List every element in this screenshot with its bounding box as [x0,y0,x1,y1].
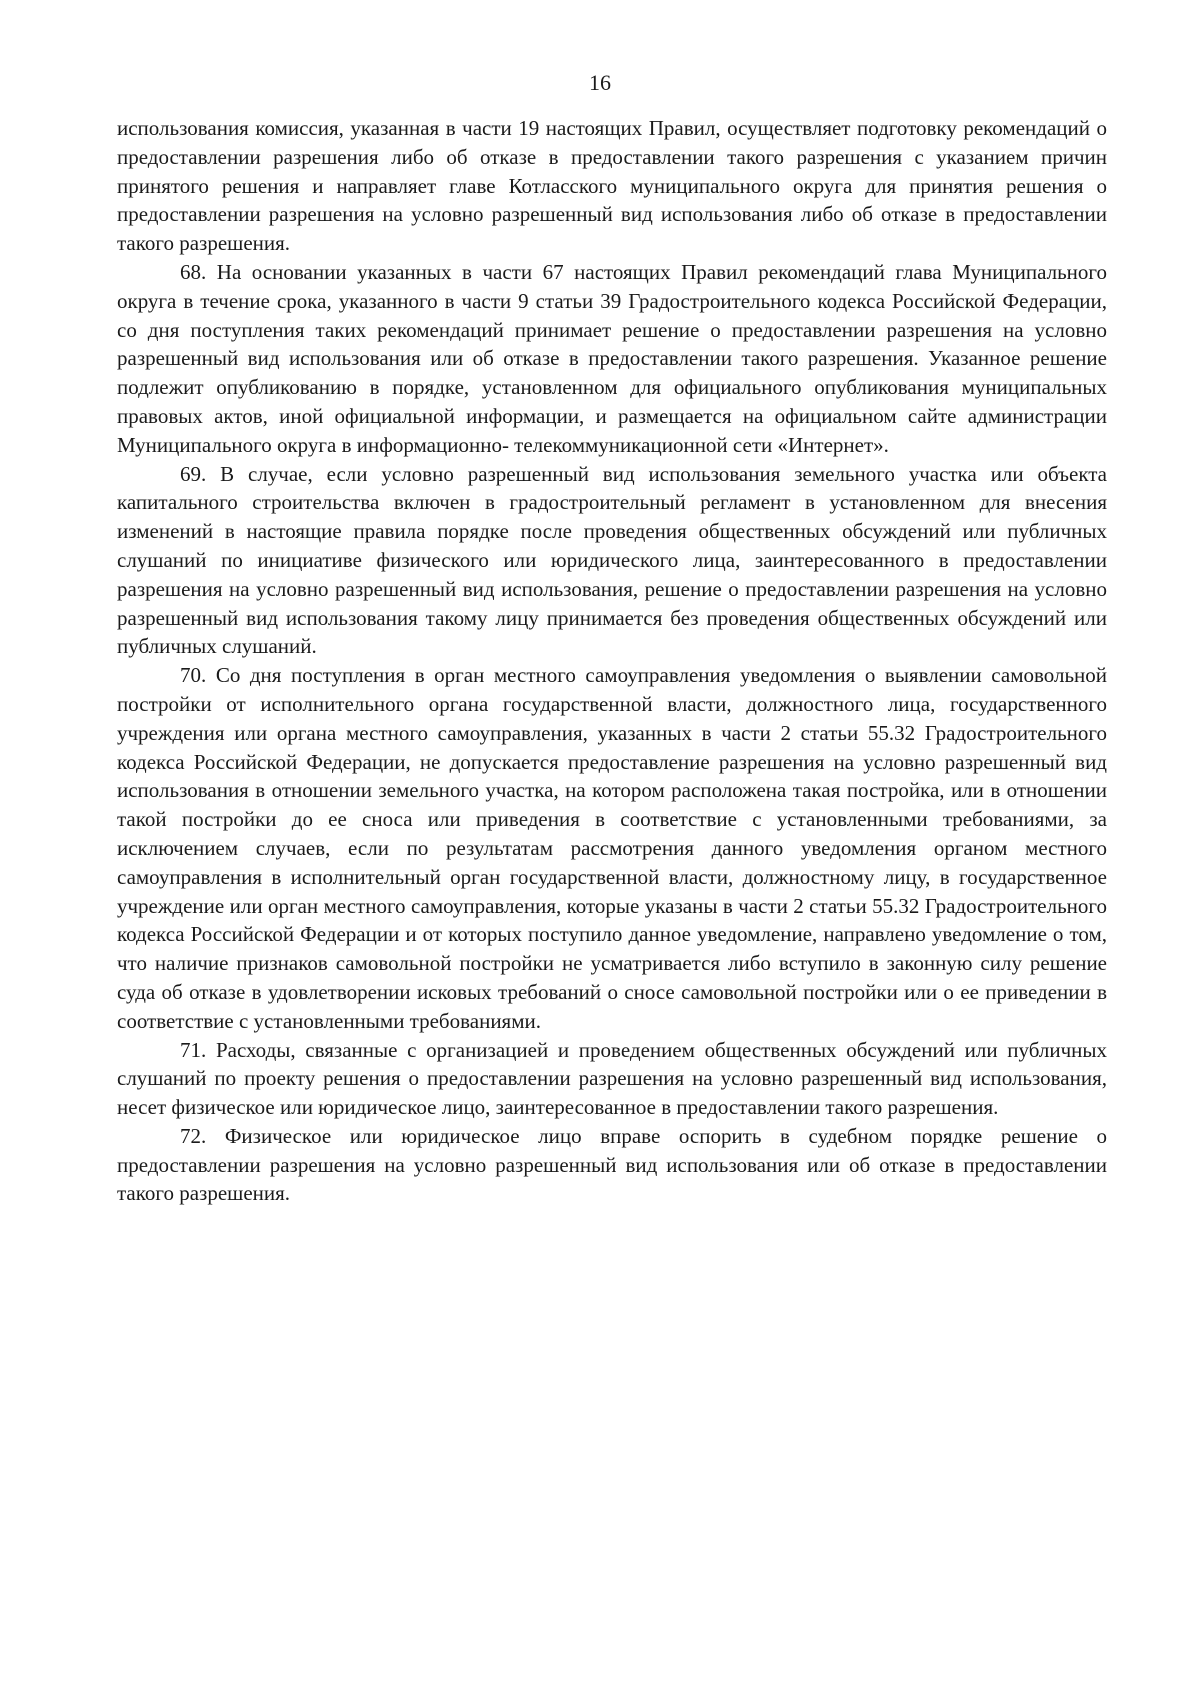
paragraph-number: 69. [180,461,207,486]
paragraph-68 [117,258,1107,460]
paragraph-69 [117,460,1107,662]
paragraph-71 [117,1036,1107,1122]
paragraph-70 [117,661,1107,1035]
paragraph-number: 70. [180,663,207,688]
paragraph-text: На основании указанных в части 67 настоящих Правил рекомендаций глава Муниципального округа в течение срока, указанного в части 9 статьи 39 Градостроительного кодекса Российской Федерации, со дня поступления таких рекомендаций принимает решение о предоставлении разрешения на условно разрешенный вид использования или об отказе в предоставлении такого разрешения. Указанное решение подлежит опубликованию в порядке, установленном для официального опубликования муниципальных правовых актов, иной официальной информации, и размещается на официальном сайте администрации Муниципального округа в информационно- телекоммуникационной сети «Интернет». [117,259,1107,457]
paragraph-text: Расходы, связанные с организацией и проведением общественных обсуждений или публичных слушаний по проекту решения о предоставлении разрешения на условно разрешенный вид использования, несет физическое или юридическое лицо, заинтересованное в предоставлении такого разрешения. [117,1037,1107,1120]
document-body [117,114,1107,1208]
page-number: 16 [589,70,611,95]
paragraph-text: Со дня поступления в орган местного самоуправления уведомления о выявлении самовольной постройки от исполнительного органа государственной власти, должностного лица, государственного учреждения или органа местного самоуправления, указанных в части 2 статьи 55.32 Градостроительного кодекса Российской Федерации, не допускается предоставление разрешения на условно разрешенный вид использования в отношении земельного участка, на котором расположена такая постройка, или в отношении такой постройки до ее сноса или приведения в соответствие с установленными требованиями, за исключением случаев, если по результатам рассмотрения данного уведомления органом местного самоуправления в исполнительный орган государственной власти, должностному лицу, в государственное учреждение или орган местного самоуправления, которые указаны в части 2 статьи 55.32 Градостроительного кодекса Российской Федерации и от которых поступило данное уведомление, направлено уведомление о том, что наличие признаков самовольной постройки не усматривается либо вступило в законную силу решение суда об отказе в удовлетворении исковых требований о сносе самовольной постройки или о ее приведении в соответствие с установленными требованиями. [117,663,1108,1033]
paragraph-text: В случае, если условно разрешенный вид использования земельного участка или объекта капитального строительства включен в градостроительный регламент в установленном для внесения изменений в настоящие правила порядке после проведения общественных обсуждений или публичных слушаний по инициативе физического или юридического лица, заинтересованного в предоставлении разрешения на условно разрешенный вид использования, решение о предоставлении разрешения на условно разрешенный вид использования такому лицу принимается без проведения общественных обсуждений или публичных слушаний. [117,461,1107,659]
paragraph-number: 71. [180,1037,207,1062]
paragraph-continuation [117,114,1107,258]
paragraph-text: Физическое или юридическое лицо вправе оспорить в судебном порядке решение о предоставлении разрешения на условно разрешенный вид использования или об отказе в предоставлении такого разрешения. [117,1123,1108,1206]
paragraph-text: использования комиссия, указанная в части 19 настоящих Правил, осуществляет подготовку рекомендаций о предоставлении разрешения либо об отказе в предоставлении такого разрешения с указанием причин принятого решения и направляет главе Котласского муниципального округа для принятия решения о предоставлении разрешения на условно разрешенный вид использования либо об отказе в предоставлении такого разрешения. [117,116,1107,256]
paragraph-number: 68. [180,259,207,284]
paragraph-72 [117,1122,1107,1208]
paragraph-number: 72. [180,1123,207,1148]
